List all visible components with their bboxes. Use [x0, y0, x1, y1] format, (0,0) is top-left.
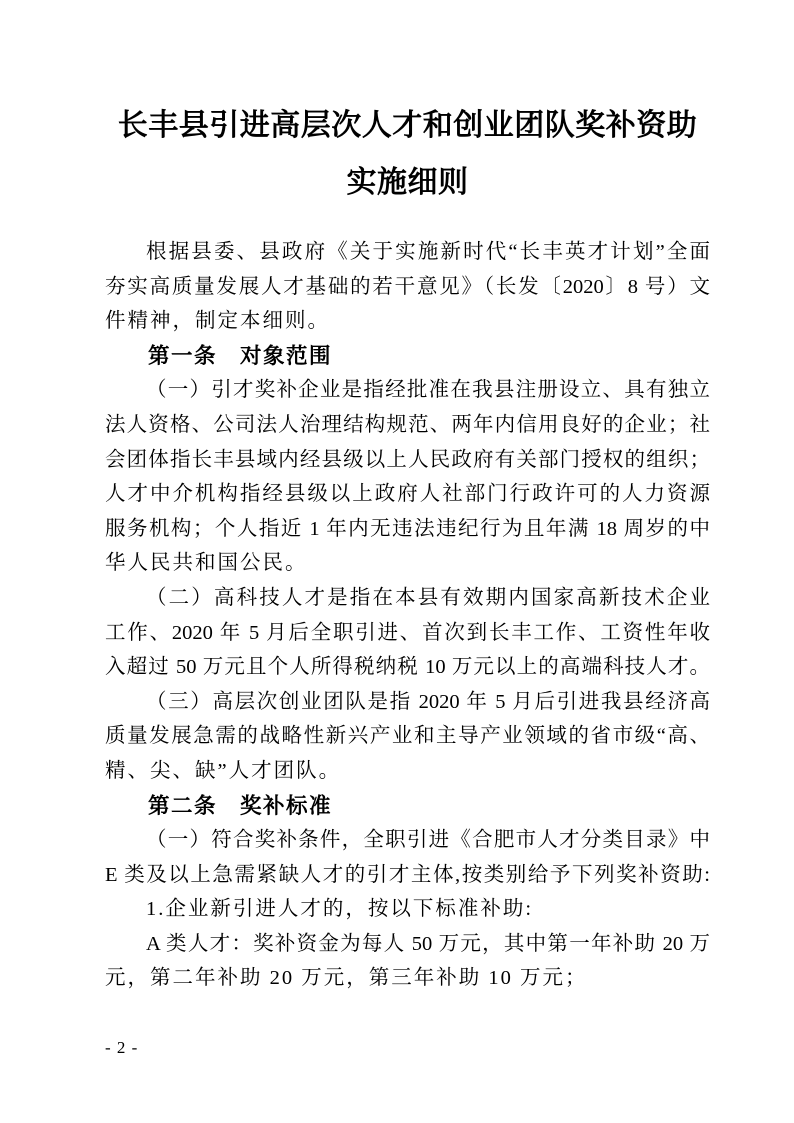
- paragraph: [105, 235, 710, 339]
- document-title-line: 长丰县引进高层次人才和创业团队奖补资助: [117, 109, 698, 142]
- text-line: （三）高层次创业团队是指 2020 年 5 月后引进我县经济高: [146, 690, 710, 713]
- paragraph: [105, 892, 710, 927]
- text-line: E 类及以上急需紧缺人才的引才主体,按类别给予下列奖补资助:: [105, 863, 710, 886]
- document-title-line: 实施细则: [346, 166, 469, 199]
- text-line: 夯实高质量发展人才基础的若干意见》（长发〔2020〕8 号）文: [105, 275, 710, 298]
- text-line: （二）高科技人才是指在本县有效期内国家高新技术企业: [146, 586, 710, 609]
- text-line: 入超过 50 万元且个人所得税纳税 10 万元以上的高端科技人才。: [105, 656, 710, 679]
- text-line: 会团体指长丰县域内经县级以上人民政府有关部门授权的组织；: [105, 448, 710, 471]
- text-line: 1.企业新引进人才的，按以下标准补助:: [146, 898, 534, 921]
- text-line: 人才中介机构指经县级以上政府人社部门行政许可的人力资源: [105, 483, 710, 506]
- heading-line: 第二条 奖补标准: [148, 793, 333, 818]
- text-line: 件精神，制定本细则。: [105, 310, 330, 333]
- paragraph: [105, 927, 710, 996]
- paragraph: [105, 685, 710, 789]
- document-body: [105, 235, 710, 996]
- text-line: 根据县委、县政府《关于实施新时代“长丰英才计划”全面: [146, 241, 710, 263]
- section-heading: [105, 339, 710, 374]
- text-line: 精、尖、缺”人才团队。: [105, 759, 342, 782]
- text-line: 法人资格、公司法人治理结构规范、两年内信用良好的企业；社: [105, 413, 710, 436]
- text-line: 工作、2020 年 5 月后全职引进、首次到长丰工作、工资性年收: [105, 621, 710, 644]
- heading-line: 第一条 对象范围: [148, 343, 333, 368]
- text-line: （一）符合奖补条件，全职引进《合肥市人才分类目录》中: [146, 829, 710, 852]
- section-heading: [105, 789, 710, 824]
- paragraph: [105, 373, 710, 581]
- paragraph: [105, 823, 710, 892]
- page-number: - 2 -: [105, 1038, 139, 1057]
- text-line: 服务机构；个人指近 1 年内无违法违纪行为且年满 18 周岁的中: [105, 517, 710, 540]
- document-title: [105, 97, 710, 211]
- text-line: 华人民共和国公民。: [105, 552, 308, 575]
- text-line: 元，第二年补助 20 万元，第三年补助 10 万元；: [105, 967, 588, 990]
- paragraph: [105, 581, 710, 685]
- text-line: 质量发展急需的战略性新兴产业和主导产业领域的省市级“高、: [105, 725, 710, 748]
- text-line: （一）引才奖补企业是指经批准在我县注册设立、具有独立: [146, 379, 710, 402]
- text-line: A 类人才：奖补资金为每人 50 万元，其中第一年补助 20 万: [146, 932, 710, 955]
